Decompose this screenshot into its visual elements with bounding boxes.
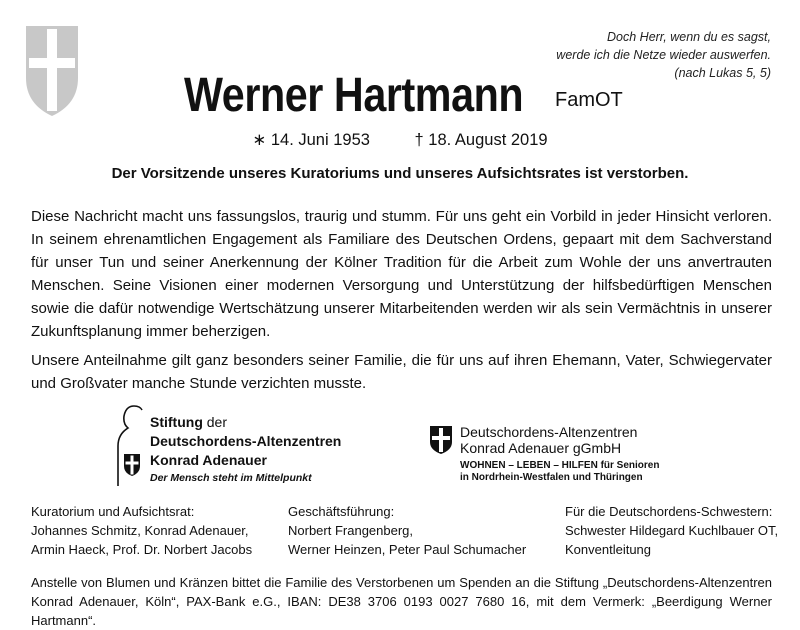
stiftung-logo-line-3: Konrad Adenauer [150, 452, 267, 468]
donation-notice: Anstelle von Blumen und Kränzen bittet die Familie des Verstorbenen um Spenden an die Stiftung „Deutschordens-Altenzentren Konrad Adenauer, Köln“, PAX-Bank e.G., IBAN: DE38 3706 0193 0027 7680 16, mit dem Vermerk: „Beerdigung Werner Hartmann“. [31, 575, 772, 628]
bible-quote [491, 28, 771, 82]
teutonic-cross-crest-icon [430, 426, 452, 454]
ggmbh-logo-tagline-1: WOHNEN – LEBEN – HILFEN für Senioren [460, 460, 660, 471]
deceased-suffix: FamOT [555, 89, 623, 111]
signature-line: Werner Heinzen, Peter Paul Schumacher [288, 542, 527, 557]
birth-date: ∗ 14. Juni 1953 [252, 131, 370, 149]
signature-column-schwestern [565, 502, 778, 559]
ggmbh-logo [430, 424, 730, 490]
teutonic-cross-crest-icon [26, 26, 78, 116]
announcement-headline: Der Vorsitzende unseres Kuratoriums und unseres Aufsichtsrates ist verstorben. [111, 165, 689, 182]
deceased-name: Werner Hartmann [184, 69, 524, 122]
obituary-body [31, 205, 772, 395]
signature-line: Konventleitung [565, 542, 652, 557]
signature-line: Geschäftsführung: [288, 504, 395, 519]
signature-line: Für die Deutschordens-Schwestern: [565, 504, 773, 519]
body-paragraph-1: Diese Nachricht macht uns fassungslos, traurig und stumm. Für uns geht ein Vorbild in jeder Hinsicht verloren. In seinem ehrenamtlichen Engagement als Familiare des Deutschen Ordens, gepaart mit dem Sachverstand für unser Tun und seiner Anerkennung der Kölner Tradition für die Arbeit zum Wohle der uns anvertrauten Menschen. Seine Visionen einer modernen Versorgung und Unterstützung der hilfsbedürftigen Menschen sowie die dafür notwendige Wertschätzung unserer Mitarbeitenden werden wir als sein Vermächtnis in unserer Zukunftsplanung immer beherzigen. [31, 208, 772, 340]
signature-line: Armin Haeck, Prof. Dr. Norbert Jacobs [31, 542, 253, 557]
signature-line: Johannes Schmitz, Konrad Adenauer, [31, 523, 249, 538]
stiftung-logo-line-2: Deutschordens-Altenzentren [150, 433, 342, 449]
stiftung-word: Stiftung [150, 414, 203, 430]
signature-line: Norbert Frangenberg, [288, 523, 414, 538]
teutonic-cross-crest-icon [124, 454, 140, 476]
signature-column-kuratorium [31, 502, 252, 559]
signature-line: Schwester Hildegard Kuchlbauer OT, [565, 523, 779, 538]
signature-line: Kuratorium und Aufsichtsrat: [31, 504, 195, 519]
stiftung-logo [112, 402, 402, 488]
death-date: † 18. August 2019 [414, 131, 548, 149]
stiftung-logo-line-1 [150, 414, 227, 430]
signature-column-geschaeftsfuehrung [288, 502, 526, 559]
quote-line-1: Doch Herr, wenn du es sagst, [607, 30, 771, 44]
ggmbh-logo-line-1: Deutschordens-Altenzentren [460, 424, 638, 440]
life-dates [0, 130, 800, 150]
body-paragraph-2: Unsere Anteilnahme gilt ganz besonders seiner Familie, die für uns auf ihren Ehemann, Vater, Schwiegervater und Großvater manche Stunde verzichten musste. [31, 352, 772, 392]
quote-line-2: werde ich die Netze wieder auswerfen. [556, 48, 771, 62]
quote-reference: (nach Lukas 5, 5) [674, 66, 771, 80]
stiftung-der: der [202, 414, 227, 430]
stiftung-logo-tagline: Der Mensch steht im Mittelpunkt [150, 472, 312, 484]
ggmbh-logo-line-2: Konrad Adenauer gGmbH [460, 440, 622, 456]
ggmbh-logo-tagline-2: in Nordrhein-Westfalen und Thüringen [460, 472, 643, 483]
